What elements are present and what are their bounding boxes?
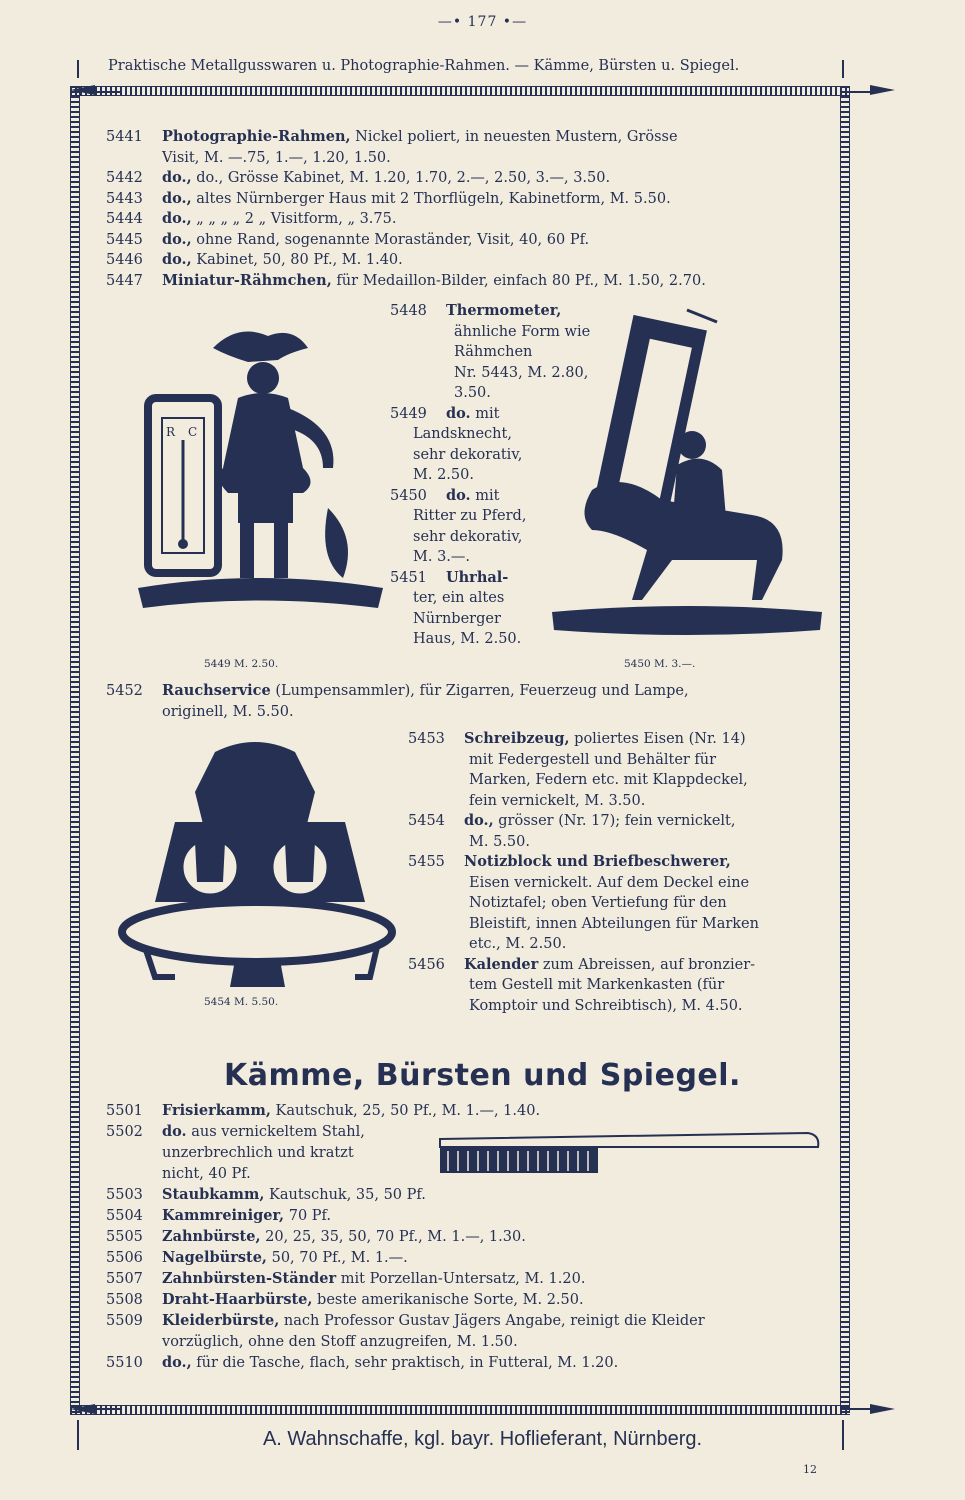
item-number: 5501 <box>106 1103 143 1119</box>
caption-5449: 5449 M. 2.50. <box>204 658 279 670</box>
item-text: poliertes Eisen (Nr. 14) <box>569 731 746 747</box>
sheet-number: 12 <box>803 1463 817 1476</box>
item-title: Uhrhal- <box>446 568 509 586</box>
item-text-line: M. 5.50. <box>469 833 530 850</box>
list-item <box>106 681 689 701</box>
footer-publisher: A. Wahnschaffe, kgl. bayr. Hoflieferant, Nürnberg. <box>262 1428 703 1450</box>
item-text-line: Nr. 5443, M. 2.80, <box>454 364 589 381</box>
item-text: mit <box>470 405 500 422</box>
item-text-line: Notiztafel; oben Vertiefung für den <box>469 895 727 911</box>
list-item <box>106 189 671 209</box>
landsknecht-thermometer-icon <box>128 318 388 653</box>
item-text: Kautschuk, 25, 50 Pf., M. 1.—, 1.40. <box>270 1103 541 1119</box>
item-number: 5443 <box>106 190 143 207</box>
hairbrush-icon <box>438 1125 823 1177</box>
item-text: do., Grösse Kabinet, M. 1.20, 1.70, 2.—, 2.50, 3.—, 3.50. <box>191 170 611 186</box>
item-text: für die Tasche, flach, sehr praktisch, in Futteral, M. 1.20. <box>191 1355 619 1371</box>
item-title: Notizblock und Briefbeschwerer, <box>464 853 731 870</box>
item-title: Schreibzeug, <box>464 730 570 747</box>
item-text: 20, 25, 35, 50, 70 Pf., M. 1.—, 1.30. <box>260 1229 526 1245</box>
item-number: 5504 <box>106 1208 143 1224</box>
item-text-line: fein vernickelt, M. 3.50. <box>469 792 646 809</box>
item-title: do. <box>446 486 471 504</box>
item-title: Thermometer, <box>446 302 562 319</box>
list-item <box>106 1248 408 1268</box>
item-number: 5447 <box>106 272 143 289</box>
list-item <box>106 168 610 188</box>
item-continuation: nicht, 40 Pf. <box>162 1166 251 1182</box>
item-title: do., <box>162 251 192 268</box>
item-number: 5503 <box>106 1187 143 1203</box>
item-text: „ „ „ „ 2 „ Visitform, „ 3.75. <box>191 211 397 227</box>
item-text-line: Marken, Federn etc. mit Klappdeckel, <box>469 772 748 788</box>
item-continuation: originell, M. 5.50. <box>162 703 294 720</box>
item-text: ohne Rand, sogenannte Moraständer, Visit, 40, 60 Pf. <box>191 231 590 248</box>
item-title: Kalender <box>464 955 539 973</box>
list-item <box>162 148 391 168</box>
item-text-line: sehr dekorativ, <box>413 446 523 463</box>
list-item <box>106 1353 618 1373</box>
item-title: Miniatur-Rähmchen, <box>162 271 332 289</box>
item-text-line: tem Gestell mit Markenkasten (für <box>469 977 725 993</box>
item-text-line: Eisen vernickelt. Auf dem Deckel eine <box>469 874 750 891</box>
item-title: Frisierkamm, <box>162 1102 271 1119</box>
item-text: aus vernickeltem Stahl, <box>186 1124 365 1140</box>
item-number: 5508 <box>106 1292 143 1308</box>
knight-on-horse-thermometer-icon <box>552 300 824 655</box>
list-item <box>106 271 706 291</box>
item-text-line: ter, ein altes <box>413 590 505 606</box>
item-text-line: ähnliche Form wie <box>454 323 591 340</box>
list-item <box>162 702 294 722</box>
list-item <box>106 1269 585 1289</box>
item-text: mit <box>470 487 500 504</box>
list-item <box>106 250 403 270</box>
item-text: mit Porzellan-Untersatz, M. 1.20. <box>336 1271 586 1287</box>
item-number: 5509 <box>106 1313 143 1329</box>
list-item <box>162 1143 354 1163</box>
item-text: Kabinet, 50, 80 Pf., M. 1.40. <box>191 252 403 268</box>
item-title: Staubkamm, <box>162 1186 265 1203</box>
svg-text:C: C <box>188 425 198 439</box>
list-item <box>106 1227 526 1247</box>
inkstand-icon <box>115 732 400 992</box>
item-text: nach Professor Gustav Jägers Angabe, reinigt die Kleider <box>279 1313 705 1329</box>
item-number: 5505 <box>106 1229 143 1245</box>
page-header: Praktische Metallgusswaren u. Photographie-Rahmen. — Kämme, Bürsten u. Spiegel. <box>108 58 740 74</box>
item-title: Kammreiniger, <box>162 1207 285 1224</box>
list-item <box>390 568 508 588</box>
item-title: do. <box>446 404 471 422</box>
list-item <box>106 230 589 250</box>
item-title: Nagelbürste, <box>162 1249 267 1266</box>
item-continuation: vorzüglich, ohne den Stoff anzugreifen, M. 1.50. <box>162 1334 518 1350</box>
item-title: do., <box>162 210 192 227</box>
item-title: do. <box>162 1123 187 1140</box>
list-item <box>106 1311 705 1331</box>
item-title: do., <box>464 812 494 829</box>
page-number: —• 177 •— <box>437 14 528 30</box>
list-item <box>390 404 499 424</box>
item-number: 5454 <box>408 813 445 829</box>
list-item <box>106 1290 584 1310</box>
item-text: altes Nürnberger Haus mit 2 Thorflügeln, Kabinetform, M. 5.50. <box>191 190 671 207</box>
item-text: zum Abreissen, auf bronzier- <box>538 956 756 973</box>
list-item <box>408 955 755 975</box>
item-text-line: sehr dekorativ, <box>413 528 523 545</box>
item-number: 5442 <box>106 170 143 186</box>
section-title: Kämme, Bürsten und Spiegel. <box>224 1058 741 1093</box>
item-text: für Medaillon-Bilder, einfach 80 Pf., M. 1.50, 2.70. <box>331 272 706 289</box>
item-text-line: Ritter zu Pferd, <box>413 508 527 524</box>
item-text-line: etc., M. 2.50. <box>469 936 567 952</box>
item-continuation: unzerbrechlich und kratzt <box>162 1145 354 1161</box>
list-item <box>408 852 731 872</box>
item-text: grösser (Nr. 17); fein vernickelt, <box>493 813 736 829</box>
item-text-line: Komptoir und Schreibtisch), M. 4.50. <box>469 997 743 1014</box>
item-text-line: Landsknecht, <box>413 426 512 442</box>
item-number: 5507 <box>106 1271 143 1287</box>
item-number: 5456 <box>408 956 445 973</box>
item-text: 50, 70 Pf., M. 1.—. <box>266 1250 408 1266</box>
item-title: Kleiderbürste, <box>162 1312 280 1329</box>
item-text-line: Bleistift, innen Abteilungen für Marken <box>469 915 759 932</box>
list-item <box>162 1332 518 1352</box>
list-item <box>162 1164 251 1184</box>
item-text-line: mit Federgestell und Behälter für <box>469 751 717 768</box>
list-item <box>390 486 499 506</box>
list-item <box>390 301 561 321</box>
item-title: do., <box>162 169 192 186</box>
item-text: Kautschuk, 35, 50 Pf. <box>264 1187 426 1203</box>
item-title: Rauchservice <box>162 682 271 699</box>
item-number: 5452 <box>106 683 143 699</box>
list-item <box>106 1101 540 1121</box>
svg-text:R: R <box>166 425 176 439</box>
list-item <box>408 811 736 831</box>
item-text-line: M. 3.—. <box>413 549 471 565</box>
list-item <box>408 729 746 749</box>
item-text: Nickel poliert, in neuesten Mustern, Grösse <box>350 129 678 145</box>
item-text-line: M. 2.50. <box>413 467 474 483</box>
item-title: do., <box>162 189 192 207</box>
item-number: 5449 <box>390 405 427 422</box>
item-text-line: Rähmchen <box>454 344 533 360</box>
item-number: 5448 <box>390 303 427 319</box>
caption-5450: 5450 M. 3.—. <box>624 658 696 670</box>
item-text-line: Nürnberger <box>413 610 501 627</box>
item-title: do., <box>162 230 192 248</box>
item-title: Photographie-Rahmen, <box>162 128 351 145</box>
item-text: beste amerikanische Sorte, M. 2.50. <box>312 1292 584 1308</box>
item-number: 5444 <box>106 211 143 227</box>
list-item <box>106 1206 331 1226</box>
item-title: Zahnbürsten-Ständer <box>162 1270 337 1287</box>
item-title: do., <box>162 1354 192 1371</box>
item-text-line: Haus, M. 2.50. <box>413 631 522 647</box>
item-number: 5451 <box>390 569 427 586</box>
item-title: Zahnbürste, <box>162 1228 261 1245</box>
item-number: 5441 <box>106 129 143 145</box>
list-item <box>106 127 678 147</box>
item-continuation: Visit, M. —.75, 1.—, 1.20, 1.50. <box>162 149 391 166</box>
item-text: (Lumpensammler), für Zigarren, Feuerzeug und Lampe, <box>270 683 689 699</box>
item-number: 5445 <box>106 231 143 248</box>
item-number: 5510 <box>106 1355 143 1371</box>
caption-5454: 5454 M. 5.50. <box>204 996 279 1008</box>
list-item <box>106 209 396 229</box>
item-number: 5453 <box>408 731 445 747</box>
item-number: 5446 <box>106 252 143 268</box>
item-title: Draht-Haarbürste, <box>162 1291 313 1308</box>
list-item <box>106 1122 365 1142</box>
item-number: 5450 <box>390 487 427 504</box>
item-text: 70 Pf. <box>284 1208 331 1224</box>
item-text-line: 3.50. <box>454 385 491 401</box>
list-item <box>106 1185 426 1205</box>
item-number: 5506 <box>106 1250 143 1266</box>
item-number: 5502 <box>106 1124 143 1140</box>
item-number: 5455 <box>408 854 445 870</box>
